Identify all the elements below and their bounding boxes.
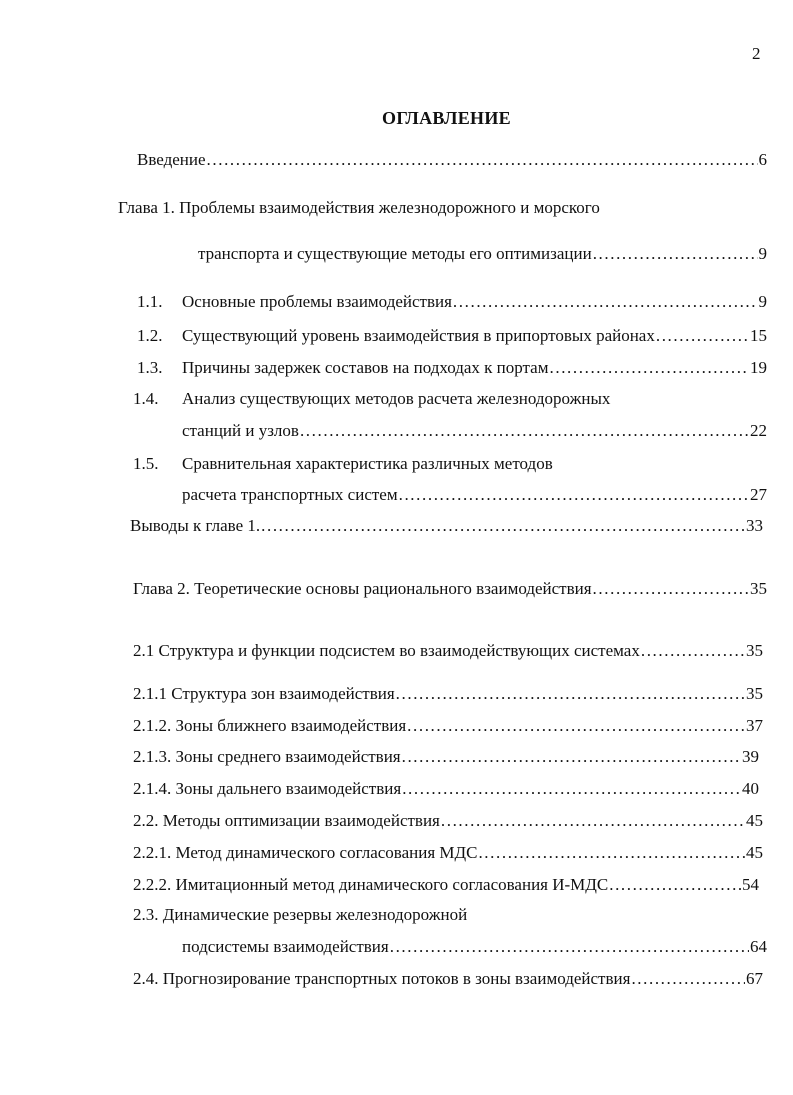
toc-entry-title: Анализ существующих методов расчета железнодорожных <box>182 389 611 408</box>
toc-entry <box>133 388 610 410</box>
toc-entry-page: 35 <box>750 579 767 598</box>
toc-entry-page: 45 <box>746 843 763 862</box>
dot-leader <box>656 325 749 347</box>
toc-entry-title: Глава 1. Проблемы взаимодействия железнодорожного и морского <box>118 198 600 217</box>
toc-entry-page: 45 <box>746 811 763 830</box>
toc-entry <box>137 291 767 313</box>
toc-entry <box>118 197 600 219</box>
dot-leader <box>402 778 741 800</box>
dot-leader <box>631 968 745 990</box>
toc-entry-title: 2.1.1 Структура зон взаимодействия <box>133 684 395 703</box>
toc-entry-title: 2.1 Структура и функции подсистем во взаимодействующих системах <box>133 641 640 660</box>
toc-entry-number: 1.1. <box>137 292 163 311</box>
toc-entry-number: 1.4. <box>133 389 159 408</box>
toc-entry <box>133 778 759 800</box>
dot-leader <box>641 640 745 662</box>
dot-leader <box>453 291 758 313</box>
toc-entry-page: 9 <box>758 244 767 263</box>
toc-entry-title: Введение <box>137 150 206 169</box>
toc-entry <box>182 936 767 958</box>
toc-entry <box>130 515 763 537</box>
toc-entry-title: станций и узлов <box>182 421 299 440</box>
toc-entry-title: 2.1.2. Зоны ближнего взаимодействия <box>133 716 407 735</box>
toc-entry-title: 2.1.4. Зоны дальнего взаимодействия <box>133 779 402 798</box>
page-number: 2 <box>752 44 761 63</box>
toc-entry <box>182 484 767 506</box>
toc-entry-page: 35 <box>746 684 763 703</box>
toc-entry-page: 33 <box>746 516 763 535</box>
toc-entry-page: 15 <box>750 326 767 345</box>
toc-entry-title: подсистемы взаимодействия <box>182 937 389 956</box>
dot-leader <box>441 810 745 832</box>
toc-entry-number: 1.5. <box>133 454 159 473</box>
toc-entry-title: 2.3. Динамические резервы железнодорожной <box>133 905 468 924</box>
toc-entry <box>133 746 759 768</box>
toc-entry <box>133 640 763 662</box>
dot-leader <box>396 683 745 705</box>
dot-leader <box>261 515 745 537</box>
toc-entry-title: 2.2.2. Имитационный метод динамического согласования И-МДС <box>133 875 609 894</box>
toc-entry-title: Сравнительная характеристика различных методов <box>182 454 553 473</box>
toc-entry-title: расчета транспортных систем <box>182 485 398 504</box>
dot-leader <box>407 715 745 737</box>
toc-entry <box>137 325 767 347</box>
toc-entry-title: 2.2.1. Метод динамического согласования МДС <box>133 843 478 862</box>
toc-entry-page: 39 <box>742 747 759 766</box>
toc-entry-title: Выводы к главе 1. <box>130 516 261 535</box>
toc-entry <box>133 683 763 705</box>
dot-leader <box>609 874 741 896</box>
toc-entry <box>133 842 763 864</box>
toc-entry-page: 67 <box>746 969 763 988</box>
toc-entry <box>182 420 767 442</box>
toc-entry <box>137 357 767 379</box>
toc-entry <box>133 904 467 926</box>
dot-leader <box>550 357 750 379</box>
dot-leader <box>402 746 741 768</box>
toc-entry-title: 2.1.3. Зоны среднего взаимодействия <box>133 747 401 766</box>
toc-heading: ОГЛАВЛЕНИЕ <box>382 108 511 128</box>
toc-entry <box>133 968 763 990</box>
toc-entry-page: 37 <box>746 716 763 735</box>
toc-entry-page: 9 <box>758 292 767 311</box>
toc-entry-title: транспорта и существующие методы его оптимизации <box>198 244 592 263</box>
toc-entry-number: 1.3. <box>137 358 163 377</box>
toc-entry-page: 35 <box>746 641 763 660</box>
dot-leader <box>207 149 758 171</box>
toc-entry-page: 27 <box>750 485 767 504</box>
toc-entry-page: 19 <box>750 358 767 377</box>
toc-entry-title: Глава 2. Теоретические основы рационального взаимодействия <box>133 579 592 598</box>
toc-entry-title: Основные проблемы взаимодействия <box>182 292 452 311</box>
toc-entry <box>198 243 767 265</box>
toc-entry <box>133 874 759 896</box>
dot-leader <box>390 936 749 958</box>
toc-entry-page: 64 <box>750 937 767 956</box>
toc-entry <box>137 149 767 171</box>
dot-leader <box>399 484 749 506</box>
toc-entry <box>133 453 553 475</box>
toc-entry-page: 22 <box>750 421 767 440</box>
toc-entry-page: 6 <box>758 150 767 169</box>
toc-entry-title: Существующий уровень взаимодействия в припортовых районах <box>182 326 655 345</box>
dot-leader <box>593 243 758 265</box>
toc-entry-title: Причины задержек составов на подходах к портам <box>182 358 549 377</box>
toc-entry <box>133 578 767 600</box>
toc-entry-page: 54 <box>742 875 759 894</box>
toc-entry-title: 2.4. Прогнозирование транспортных потоков в зоны взаимодействия <box>133 969 631 988</box>
toc-entry <box>133 715 763 737</box>
dot-leader <box>300 420 749 442</box>
dot-leader <box>478 842 745 864</box>
toc-entry <box>133 810 763 832</box>
toc-entry-title: 2.2. Методы оптимизации взаимодействия <box>133 811 440 830</box>
toc-entry-page: 40 <box>742 779 759 798</box>
toc-entry-number: 1.2. <box>137 326 163 345</box>
dot-leader <box>593 578 749 600</box>
